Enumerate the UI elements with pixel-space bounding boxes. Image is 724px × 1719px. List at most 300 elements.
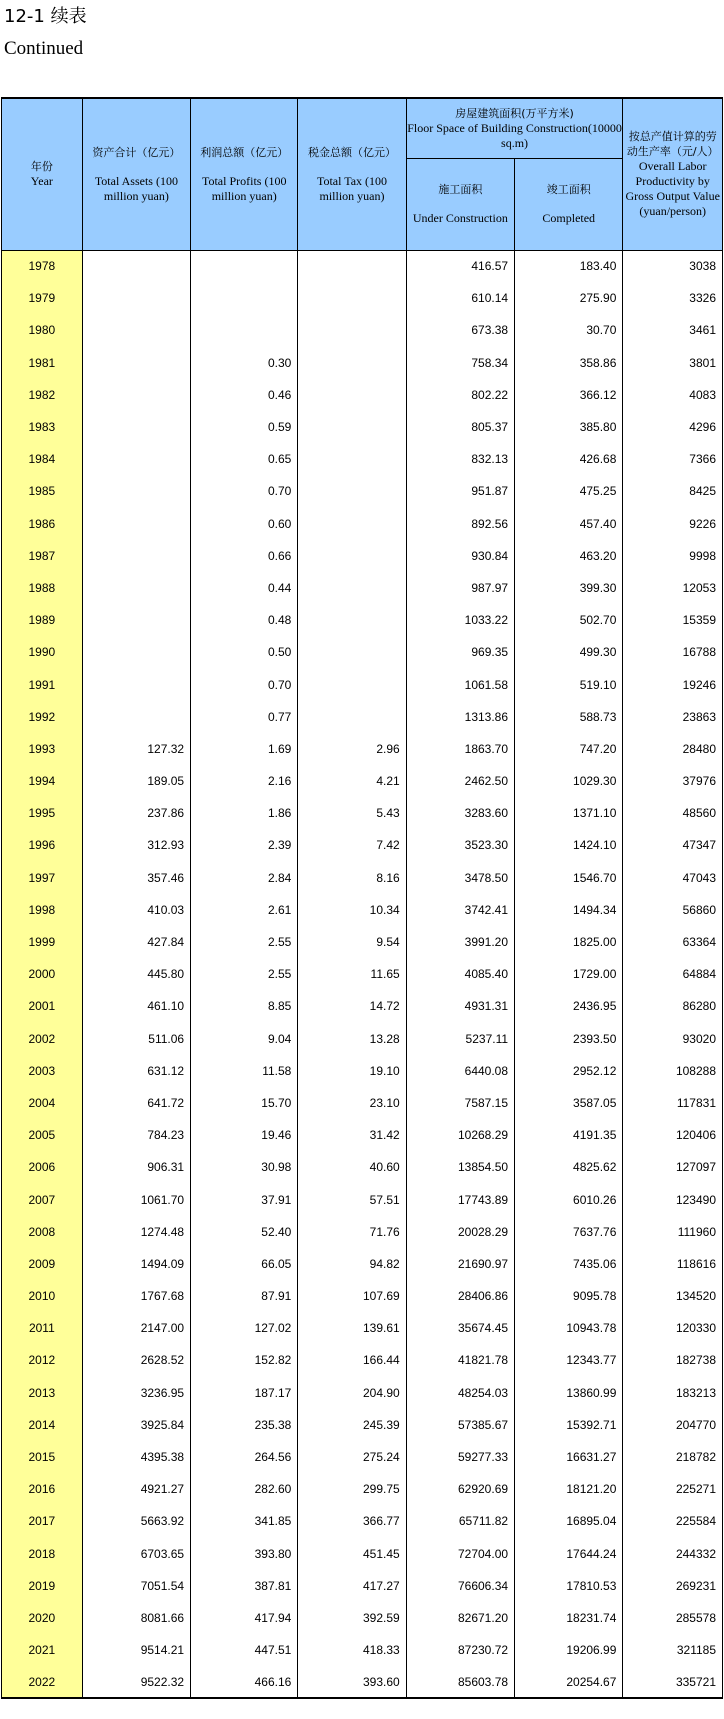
year-cell: 1979 [2, 282, 83, 314]
tax-cell [298, 636, 406, 668]
profits-cell: 0.59 [191, 411, 298, 443]
under-construction-cell: 610.14 [406, 282, 514, 314]
productivity-cell: 321185 [623, 1634, 723, 1666]
productivity-header-en: Overall Labor Productivity by Gross Output Value (yuan/person) [625, 159, 720, 219]
productivity-cell: 3801 [623, 347, 723, 379]
profits-cell: 235.38 [191, 1409, 298, 1441]
year-cell: 1993 [2, 733, 83, 765]
profits-cell: 187.17 [191, 1377, 298, 1409]
profits-cell: 0.44 [191, 572, 298, 604]
year-cell: 2017 [2, 1505, 83, 1537]
completed-cell: 12343.77 [515, 1344, 623, 1376]
assets-cell: 641.72 [82, 1087, 190, 1119]
assets-cell: 9514.21 [82, 1634, 190, 1666]
completed-cell: 385.80 [515, 411, 623, 443]
profits-cell: 1.86 [191, 797, 298, 829]
tax-cell: 23.10 [298, 1087, 406, 1119]
table-row [2, 1087, 723, 1119]
assets-cell: 3236.95 [82, 1377, 190, 1409]
floor-space-header-cn: 房屋建筑面积(万平方米) [455, 106, 574, 120]
under-construction-cell: 72704.00 [406, 1538, 514, 1570]
under-construction-cell: 1863.70 [406, 733, 514, 765]
year-cell: 2020 [2, 1602, 83, 1634]
table-row [2, 508, 723, 540]
productivity-cell: 182738 [623, 1344, 723, 1376]
year-cell: 1981 [2, 347, 83, 379]
productivity-cell: 285578 [623, 1602, 723, 1634]
assets-header-cn: 资产合计（亿元） [92, 145, 181, 159]
profits-cell [191, 282, 298, 314]
completed-cell: 183.40 [515, 250, 623, 282]
tax-cell: 11.65 [298, 958, 406, 990]
assets-cell [82, 540, 190, 572]
profits-cell [191, 314, 298, 346]
assets-cell: 3925.84 [82, 1409, 190, 1441]
table-row [2, 572, 723, 604]
table-row [2, 1119, 723, 1151]
year-header-en: Year [30, 174, 53, 189]
completed-cell: 275.90 [515, 282, 623, 314]
under-construction-cell: 3742.41 [406, 894, 514, 926]
under-construction-cell: 17743.89 [406, 1183, 514, 1215]
table-row [2, 314, 723, 346]
completed-cell: 10943.78 [515, 1312, 623, 1344]
tax-cell: 4.21 [298, 765, 406, 797]
under-construction-header-cn: 施工面积 [438, 183, 483, 196]
year-cell: 1984 [2, 443, 83, 475]
table-row [2, 1505, 723, 1537]
year-cell: 1997 [2, 862, 83, 894]
year-cell: 2006 [2, 1151, 83, 1183]
productivity-cell: 111960 [623, 1216, 723, 1248]
year-cell: 2011 [2, 1312, 83, 1344]
under-construction-cell: 87230.72 [406, 1634, 514, 1666]
productivity-cell: 127097 [623, 1151, 723, 1183]
assets-cell: 906.31 [82, 1151, 190, 1183]
productivity-cell: 93020 [623, 1023, 723, 1055]
productivity-cell: 7366 [623, 443, 723, 475]
productivity-cell: 9998 [623, 540, 723, 572]
under-construction-cell: 1061.58 [406, 668, 514, 700]
assets-cell: 5663.92 [82, 1505, 190, 1537]
under-construction-cell: 10268.29 [406, 1119, 514, 1151]
tax-cell: 57.51 [298, 1183, 406, 1215]
tax-cell [298, 572, 406, 604]
table-row [2, 1441, 723, 1473]
completed-cell: 2952.12 [515, 1055, 623, 1087]
profits-cell: 0.30 [191, 347, 298, 379]
completed-cell: 358.86 [515, 347, 623, 379]
tax-cell: 418.33 [298, 1634, 406, 1666]
under-construction-cell: 1033.22 [406, 604, 514, 636]
tax-cell: 40.60 [298, 1151, 406, 1183]
year-cell: 1983 [2, 411, 83, 443]
profits-cell: 2.39 [191, 829, 298, 861]
under-construction-cell: 13854.50 [406, 1151, 514, 1183]
productivity-cell: 108288 [623, 1055, 723, 1087]
under-construction-cell: 3991.20 [406, 926, 514, 958]
year-cell: 2012 [2, 1344, 83, 1376]
table-row [2, 411, 723, 443]
profits-header-cn: 利润总额（亿元） [200, 145, 289, 159]
table-row [2, 1055, 723, 1087]
tax-cell [298, 411, 406, 443]
productivity-cell: 56860 [623, 894, 723, 926]
year-cell: 2004 [2, 1087, 83, 1119]
profits-cell: 2.55 [191, 958, 298, 990]
profits-cell: 0.77 [191, 701, 298, 733]
completed-cell: 747.20 [515, 733, 623, 765]
assets-cell: 511.06 [82, 1023, 190, 1055]
tax-cell: 8.16 [298, 862, 406, 894]
profits-cell: 393.80 [191, 1538, 298, 1570]
year-cell: 1995 [2, 797, 83, 829]
tax-cell [298, 347, 406, 379]
year-cell: 2010 [2, 1280, 83, 1312]
assets-cell: 1494.09 [82, 1248, 190, 1280]
completed-cell: 18231.74 [515, 1602, 623, 1634]
year-cell: 1989 [2, 604, 83, 636]
year-cell: 1999 [2, 926, 83, 958]
assets-cell [82, 347, 190, 379]
tax-cell: 10.34 [298, 894, 406, 926]
year-cell: 2013 [2, 1377, 83, 1409]
assets-cell: 127.32 [82, 733, 190, 765]
profits-cell: 66.05 [191, 1248, 298, 1280]
tax-cell: 9.54 [298, 926, 406, 958]
under-construction-cell: 1313.86 [406, 701, 514, 733]
under-construction-cell: 4931.31 [406, 990, 514, 1022]
tax-cell: 2.96 [298, 733, 406, 765]
tax-cell [298, 314, 406, 346]
year-cell: 2014 [2, 1409, 83, 1441]
productivity-cell: 8425 [623, 475, 723, 507]
tax-cell: 5.43 [298, 797, 406, 829]
completed-cell: 1494.34 [515, 894, 623, 926]
productivity-cell: 117831 [623, 1087, 723, 1119]
productivity-cell: 63364 [623, 926, 723, 958]
under-construction-cell: 951.87 [406, 475, 514, 507]
profits-cell: 417.94 [191, 1602, 298, 1634]
tax-cell: 392.59 [298, 1602, 406, 1634]
assets-cell [82, 282, 190, 314]
tax-cell [298, 508, 406, 540]
profits-cell: 387.81 [191, 1570, 298, 1602]
completed-header-en: Completed [542, 211, 596, 225]
table-row [2, 1344, 723, 1376]
assets-cell [82, 475, 190, 507]
assets-cell: 461.10 [82, 990, 190, 1022]
under-construction-cell: 6440.08 [406, 1055, 514, 1087]
tax-column-header [298, 98, 406, 250]
table-row [2, 1216, 723, 1248]
completed-cell: 475.25 [515, 475, 623, 507]
profits-cell: 0.65 [191, 443, 298, 475]
floor-space-header-en: Floor Space of Building Construction(10000 sq.m) [407, 120, 622, 150]
completed-cell: 13860.99 [515, 1377, 623, 1409]
table-row [2, 347, 723, 379]
profits-cell: 127.02 [191, 1312, 298, 1344]
profits-cell: 15.70 [191, 1087, 298, 1119]
profits-cell: 0.46 [191, 379, 298, 411]
table-row [2, 862, 723, 894]
year-cell: 2022 [2, 1666, 83, 1698]
year-cell: 2016 [2, 1473, 83, 1505]
tax-cell [298, 250, 406, 282]
table-row [2, 1602, 723, 1634]
tax-cell [298, 540, 406, 572]
floor-space-group-header [406, 98, 623, 158]
completed-cell: 399.30 [515, 572, 623, 604]
assets-cell: 427.84 [82, 926, 190, 958]
assets-cell [82, 314, 190, 346]
productivity-cell: 19246 [623, 668, 723, 700]
table-row [2, 443, 723, 475]
table-row [2, 1248, 723, 1280]
table-row [2, 829, 723, 861]
productivity-cell: 12053 [623, 572, 723, 604]
table-row [2, 1538, 723, 1570]
completed-cell: 16631.27 [515, 1441, 623, 1473]
completed-header-cn: 竣工面积 [546, 183, 591, 196]
assets-cell: 631.12 [82, 1055, 190, 1087]
completed-cell: 1029.30 [515, 765, 623, 797]
table-number-title: 12-1 续表 [4, 6, 87, 27]
under-construction-cell: 65711.82 [406, 1505, 514, 1537]
completed-cell: 4191.35 [515, 1119, 623, 1151]
under-construction-cell: 28406.86 [406, 1280, 514, 1312]
productivity-cell: 120406 [623, 1119, 723, 1151]
productivity-cell: 3326 [623, 282, 723, 314]
productivity-cell: 218782 [623, 1441, 723, 1473]
completed-cell: 7637.76 [515, 1216, 623, 1248]
under-construction-cell: 4085.40 [406, 958, 514, 990]
year-cell: 1998 [2, 894, 83, 926]
completed-cell: 463.20 [515, 540, 623, 572]
completed-column-header [515, 158, 623, 250]
profits-cell: 466.16 [191, 1666, 298, 1698]
completed-cell: 16895.04 [515, 1505, 623, 1537]
assets-cell: 4395.38 [82, 1441, 190, 1473]
year-cell: 2008 [2, 1216, 83, 1248]
productivity-column-header [623, 98, 723, 250]
table-row [2, 894, 723, 926]
year-cell: 1978 [2, 250, 83, 282]
statistics-table [1, 97, 723, 1699]
table-row [2, 765, 723, 797]
year-cell: 1988 [2, 572, 83, 604]
assets-cell [82, 604, 190, 636]
productivity-cell: 47347 [623, 829, 723, 861]
profits-cell: 0.66 [191, 540, 298, 572]
completed-cell: 9095.78 [515, 1280, 623, 1312]
tax-cell: 71.76 [298, 1216, 406, 1248]
assets-cell: 1767.68 [82, 1280, 190, 1312]
under-construction-cell: 969.35 [406, 636, 514, 668]
under-construction-cell: 82671.20 [406, 1602, 514, 1634]
table-row [2, 1377, 723, 1409]
profits-cell: 264.56 [191, 1441, 298, 1473]
productivity-cell: 28480 [623, 733, 723, 765]
year-cell: 2001 [2, 990, 83, 1022]
under-construction-cell: 85603.78 [406, 1666, 514, 1698]
year-cell: 2007 [2, 1183, 83, 1215]
table-row [2, 379, 723, 411]
tax-cell: 31.42 [298, 1119, 406, 1151]
productivity-cell: 4296 [623, 411, 723, 443]
year-cell: 2005 [2, 1119, 83, 1151]
completed-cell: 1371.10 [515, 797, 623, 829]
tax-cell [298, 443, 406, 475]
completed-cell: 17810.53 [515, 1570, 623, 1602]
table-row [2, 1312, 723, 1344]
productivity-cell: 183213 [623, 1377, 723, 1409]
profits-cell: 152.82 [191, 1344, 298, 1376]
table-row [2, 1409, 723, 1441]
completed-cell: 1729.00 [515, 958, 623, 990]
profits-cell: 19.46 [191, 1119, 298, 1151]
assets-cell: 357.46 [82, 862, 190, 894]
tax-header-cn: 税金总额（亿元） [308, 145, 396, 159]
productivity-cell: 335721 [623, 1666, 723, 1698]
tax-cell: 14.72 [298, 990, 406, 1022]
continued-label: Continued [4, 38, 84, 59]
under-construction-cell: 802.22 [406, 379, 514, 411]
assets-column-header [82, 98, 190, 250]
productivity-cell: 16788 [623, 636, 723, 668]
table-row [2, 475, 723, 507]
completed-cell: 30.70 [515, 314, 623, 346]
profits-cell: 30.98 [191, 1151, 298, 1183]
completed-cell: 18121.20 [515, 1473, 623, 1505]
tax-cell: 107.69 [298, 1280, 406, 1312]
tax-cell: 299.75 [298, 1473, 406, 1505]
assets-cell [82, 572, 190, 604]
table-row [2, 1151, 723, 1183]
productivity-cell: 225271 [623, 1473, 723, 1505]
tax-cell: 204.90 [298, 1377, 406, 1409]
tax-cell [298, 701, 406, 733]
completed-cell: 3587.05 [515, 1087, 623, 1119]
tax-header-en: Total Tax (100 million yuan) [316, 173, 388, 203]
completed-cell: 499.30 [515, 636, 623, 668]
table-row [2, 990, 723, 1022]
under-construction-cell: 3523.30 [406, 829, 514, 861]
productivity-cell: 4083 [623, 379, 723, 411]
year-cell: 2000 [2, 958, 83, 990]
assets-cell: 4921.27 [82, 1473, 190, 1505]
year-cell: 1991 [2, 668, 83, 700]
table-row [2, 1280, 723, 1312]
profits-cell: 2.61 [191, 894, 298, 926]
table-row [2, 701, 723, 733]
assets-cell: 2147.00 [82, 1312, 190, 1344]
assets-cell: 312.93 [82, 829, 190, 861]
year-cell: 2019 [2, 1570, 83, 1602]
assets-cell: 237.86 [82, 797, 190, 829]
under-construction-cell: 758.34 [406, 347, 514, 379]
profits-cell: 52.40 [191, 1216, 298, 1248]
year-cell: 1987 [2, 540, 83, 572]
under-construction-column-header [406, 158, 514, 250]
completed-cell: 366.12 [515, 379, 623, 411]
tax-cell: 245.39 [298, 1409, 406, 1441]
tax-cell: 366.77 [298, 1505, 406, 1537]
year-cell: 1992 [2, 701, 83, 733]
table-row [2, 636, 723, 668]
assets-header-en: Total Assets (100 million yuan) [94, 173, 178, 203]
year-cell: 1985 [2, 475, 83, 507]
assets-cell: 784.23 [82, 1119, 190, 1151]
under-construction-cell: 7587.15 [406, 1087, 514, 1119]
productivity-cell: 244332 [623, 1538, 723, 1570]
completed-cell: 1546.70 [515, 862, 623, 894]
assets-cell: 445.80 [82, 958, 190, 990]
completed-cell: 2393.50 [515, 1023, 623, 1055]
profits-column-header [191, 98, 298, 250]
table-row [2, 1666, 723, 1698]
productivity-cell: 64884 [623, 958, 723, 990]
assets-cell [82, 508, 190, 540]
completed-cell: 588.73 [515, 701, 623, 733]
tax-cell: 19.10 [298, 1055, 406, 1087]
completed-cell: 7435.06 [515, 1248, 623, 1280]
table-row [2, 1570, 723, 1602]
year-column-header [2, 98, 83, 250]
productivity-cell: 3461 [623, 314, 723, 346]
profits-cell: 0.48 [191, 604, 298, 636]
profits-cell: 447.51 [191, 1634, 298, 1666]
table-row [2, 926, 723, 958]
profits-cell [191, 250, 298, 282]
completed-cell: 17644.24 [515, 1538, 623, 1570]
productivity-cell: 134520 [623, 1280, 723, 1312]
tax-cell: 275.24 [298, 1441, 406, 1473]
completed-cell: 15392.71 [515, 1409, 623, 1441]
assets-cell: 6703.65 [82, 1538, 190, 1570]
under-construction-cell: 3283.60 [406, 797, 514, 829]
year-cell: 1990 [2, 636, 83, 668]
profits-header-en: Total Profits (100 million yuan) [201, 173, 287, 203]
profits-cell: 0.60 [191, 508, 298, 540]
under-construction-cell: 48254.03 [406, 1377, 514, 1409]
year-cell: 2003 [2, 1055, 83, 1087]
assets-cell: 1274.48 [82, 1216, 190, 1248]
table-body [2, 250, 723, 1698]
profits-cell: 0.70 [191, 668, 298, 700]
completed-cell: 19206.99 [515, 1634, 623, 1666]
assets-cell: 189.05 [82, 765, 190, 797]
profits-cell: 2.55 [191, 926, 298, 958]
productivity-cell: 37976 [623, 765, 723, 797]
under-construction-cell: 416.57 [406, 250, 514, 282]
tax-cell [298, 604, 406, 636]
under-construction-cell: 35674.45 [406, 1312, 514, 1344]
productivity-cell: 123490 [623, 1183, 723, 1215]
assets-cell [82, 250, 190, 282]
table-row [2, 1183, 723, 1215]
productivity-cell: 23863 [623, 701, 723, 733]
year-cell: 2009 [2, 1248, 83, 1280]
tax-cell: 13.28 [298, 1023, 406, 1055]
profits-cell: 8.85 [191, 990, 298, 1022]
productivity-cell: 120330 [623, 1312, 723, 1344]
tax-cell: 393.60 [298, 1666, 406, 1698]
under-construction-cell: 673.38 [406, 314, 514, 346]
completed-cell: 457.40 [515, 508, 623, 540]
productivity-cell: 86280 [623, 990, 723, 1022]
table-row [2, 604, 723, 636]
